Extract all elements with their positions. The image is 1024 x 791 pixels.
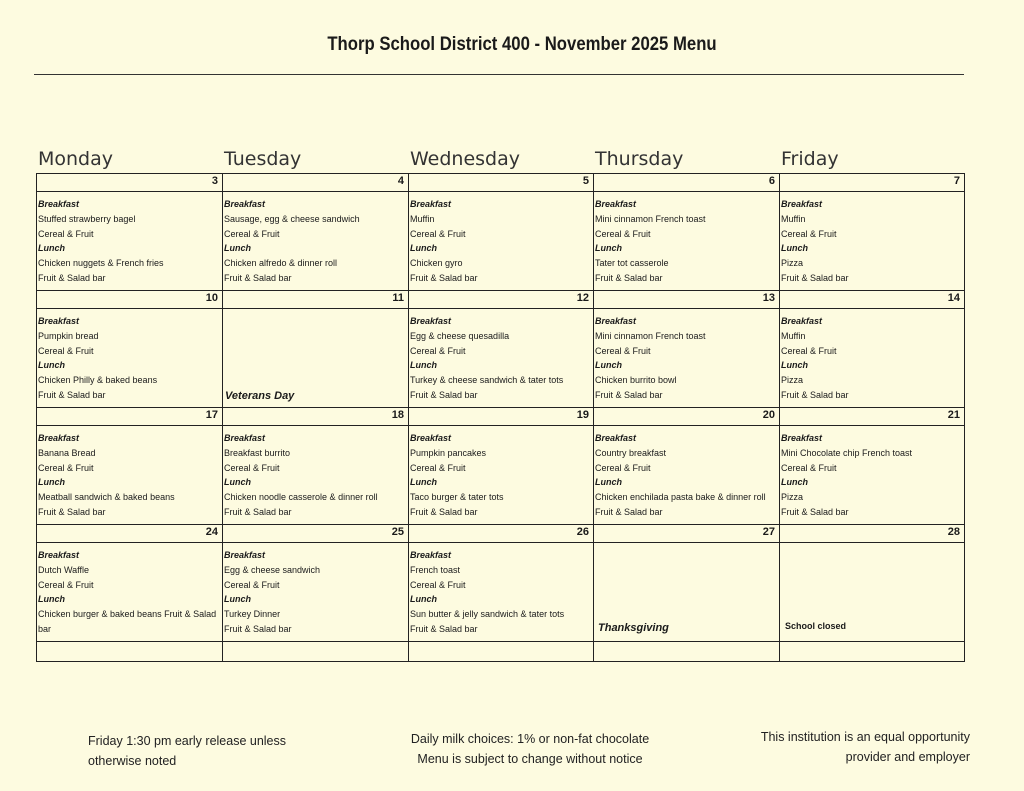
meal-label: Lunch: [781, 477, 808, 488]
menu-item: Mini cinnamon French toast: [595, 213, 706, 224]
menu-cell: [224, 197, 407, 286]
meal-label: Lunch: [595, 477, 622, 488]
menu-item: Mini cinnamon French toast: [595, 330, 706, 341]
meal-label: Breakfast: [38, 199, 80, 209]
menu-item: Sausage, egg & cheese sandwich: [224, 213, 360, 224]
menu-item: bar: [38, 623, 52, 634]
menu-item: Chicken Philly & baked beans: [38, 375, 158, 386]
menu-item: Meatball sandwich & baked beans: [38, 492, 175, 503]
menu-item: Cereal & Fruit: [38, 345, 94, 356]
day-header-friday: Friday: [781, 148, 839, 170]
menu-item: French toast: [410, 564, 461, 575]
column-line: [964, 173, 965, 661]
menu-item: Pumpkin pancakes: [410, 447, 487, 458]
menu-cell: [781, 431, 964, 520]
menu-item: Pizza: [781, 492, 804, 503]
page-title: Thorp School District 400 - November 2025 Menu: [327, 34, 717, 55]
menu-cell: [410, 314, 593, 403]
menu-item: Cereal & Fruit: [410, 228, 466, 239]
menu-item: Muffin: [781, 330, 806, 341]
footer-equal-opportunity: [722, 727, 970, 767]
menu-item: Cereal & Fruit: [595, 345, 651, 356]
meal-label: Lunch: [38, 360, 65, 371]
menu-item: Cereal & Fruit: [781, 228, 837, 239]
menu-cell: [595, 431, 778, 520]
menu-item: Mini Chocolate chip French toast: [781, 447, 913, 458]
menu-item: Fruit & Salad bar: [38, 506, 106, 517]
menu-item: Cereal & Fruit: [781, 345, 837, 356]
menu-item: Turkey & cheese sandwich & tater tots: [410, 375, 564, 386]
meal-label: Breakfast: [38, 316, 80, 326]
meal-label: Lunch: [38, 594, 65, 605]
menu-cell: [38, 197, 221, 286]
meal-label: Lunch: [224, 243, 251, 254]
menu-item: Chicken nuggets & French fries: [38, 258, 164, 269]
menu-item: Fruit & Salad bar: [410, 272, 478, 283]
date-number: 25: [391, 526, 404, 538]
menu-cell: [781, 314, 964, 403]
menu-item: Cereal & Fruit: [595, 228, 651, 239]
date-number: 10: [205, 292, 218, 304]
date-number: 20: [762, 409, 775, 421]
day-header-wednesday: Wednesday: [410, 148, 521, 170]
date-number: 12: [576, 292, 589, 304]
menu-cell: [410, 431, 593, 520]
grid-bottom-line: [36, 661, 965, 662]
menu-item: Fruit & Salad bar: [224, 506, 292, 517]
menu-item: Fruit & Salad bar: [595, 272, 663, 283]
meal-label: Breakfast: [595, 433, 637, 443]
menu-cell: [224, 431, 407, 520]
date-number: 6: [768, 175, 775, 187]
menu-item: Chicken alfredo & dinner roll: [224, 258, 338, 269]
date-number: 19: [576, 409, 589, 421]
menu-item: Country breakfast: [595, 447, 667, 458]
meal-label: Breakfast: [595, 199, 637, 209]
meal-label: Lunch: [410, 360, 437, 371]
menu-cell: [595, 197, 778, 286]
school-closed-note: School closed: [785, 621, 847, 631]
menu-item: Fruit & Salad bar: [781, 389, 849, 400]
meal-label: Lunch: [38, 243, 65, 254]
date-number: 13: [762, 292, 775, 304]
date-strip-line: [36, 542, 965, 543]
meal-label: Breakfast: [410, 199, 452, 209]
menu-item: Chicken burger & baked beans Fruit & Salad: [38, 609, 217, 620]
footer-right-line-2: provider and employer: [845, 750, 970, 764]
menu-item: Cereal & Fruit: [38, 228, 94, 239]
meal-label: Lunch: [410, 594, 437, 605]
week-top-line: [36, 524, 965, 525]
menu-item: Fruit & Salad bar: [410, 389, 478, 400]
column-line: [408, 173, 409, 661]
menu-item: Muffin: [781, 213, 806, 224]
meal-label: Breakfast: [781, 316, 823, 326]
meal-label: Breakfast: [410, 433, 452, 443]
week-top-line: [36, 290, 965, 291]
footer-center-line-1: Daily milk choices: 1% or non-fat chocolate: [410, 732, 650, 746]
meal-label: Breakfast: [410, 316, 452, 326]
day-header-thursday: Thursday: [595, 148, 684, 170]
menu-cell: [410, 197, 593, 286]
meal-label: Breakfast: [595, 316, 637, 326]
date-number: 14: [947, 292, 960, 304]
menu-item: Fruit & Salad bar: [410, 623, 478, 634]
meal-label: Lunch: [595, 360, 622, 371]
column-line: [36, 173, 37, 661]
menu-item: Egg & cheese quesadilla: [410, 330, 510, 341]
meal-label: Breakfast: [781, 199, 823, 209]
menu-item: Tater tot casserole: [595, 258, 669, 269]
footer-early-release: [88, 731, 286, 771]
meal-label: Lunch: [224, 594, 251, 605]
menu-item: Chicken gyro: [410, 258, 463, 269]
menu-item: Egg & cheese sandwich: [224, 564, 321, 575]
menu-item: Pizza: [781, 375, 804, 386]
menu-item: Chicken burrito bowl: [595, 375, 677, 386]
meal-label: Breakfast: [781, 433, 823, 443]
menu-item: Cereal & Fruit: [224, 579, 280, 590]
footer-left-line-1: Friday 1:30 pm early release unless: [88, 734, 287, 748]
footer-left-line-2: otherwise noted: [88, 754, 177, 768]
meal-label: Lunch: [410, 243, 437, 254]
menu-item: Pumpkin bread: [38, 330, 99, 341]
menu-item: Fruit & Salad bar: [224, 623, 292, 634]
thanksgiving-note: Thanksgiving: [598, 622, 669, 634]
date-strip-line: [36, 191, 965, 192]
title-divider: [34, 74, 964, 75]
date-number: 3: [211, 175, 218, 187]
menu-cell: [38, 548, 221, 637]
meal-label: Lunch: [595, 243, 622, 254]
menu-cell: [410, 548, 593, 637]
week-top-line: [36, 173, 965, 174]
menu-item: Fruit & Salad bar: [781, 506, 849, 517]
menu-item: Stuffed strawberry bagel: [38, 213, 136, 224]
menu-cell: [595, 314, 778, 403]
menu-item: Cereal & Fruit: [781, 462, 837, 473]
date-number: 27: [762, 526, 775, 538]
menu-item: Chicken enchilada pasta bake & dinner roll: [595, 492, 766, 503]
menu-item: Cereal & Fruit: [595, 462, 651, 473]
menu-item: Cereal & Fruit: [410, 345, 466, 356]
date-strip-line: [36, 308, 965, 309]
footer-milk-notice: [405, 729, 655, 769]
menu-item: Fruit & Salad bar: [224, 272, 292, 283]
column-line: [779, 173, 780, 661]
menu-item: Cereal & Fruit: [224, 228, 280, 239]
meal-label: Breakfast: [224, 433, 266, 443]
menu-item: Cereal & Fruit: [410, 462, 466, 473]
menu-cell: [781, 197, 964, 286]
menu-item: Cereal & Fruit: [38, 579, 94, 590]
menu-item: Fruit & Salad bar: [781, 272, 849, 283]
day-header-monday: Monday: [38, 148, 114, 170]
meal-label: Lunch: [224, 477, 251, 488]
day-header-tuesday: Tuesday: [224, 148, 302, 170]
date-number: 28: [947, 526, 960, 538]
footer-right-line-1: This institution is an equal opportunity: [760, 730, 970, 744]
meal-label: Breakfast: [38, 550, 80, 560]
week-top-line: [36, 407, 965, 408]
menu-cell: [38, 431, 221, 520]
date-number: 5: [582, 175, 589, 187]
date-number: 18: [391, 409, 404, 421]
menu-item: Taco burger & tater tots: [410, 492, 504, 503]
date-strip-line: [36, 425, 965, 426]
meal-label: Breakfast: [410, 550, 452, 560]
date-number: 17: [205, 409, 218, 421]
date-number: 21: [947, 409, 960, 421]
menu-cell: [38, 314, 221, 403]
meal-label: Lunch: [781, 360, 808, 371]
menu-item: Fruit & Salad bar: [38, 272, 106, 283]
menu-item: Fruit & Salad bar: [595, 506, 663, 517]
menu-item: Cereal & Fruit: [410, 579, 466, 590]
menu-item: Pizza: [781, 258, 804, 269]
menu-item: Turkey Dinner: [224, 609, 281, 620]
footer-center-line-2: Menu is subject to change without notice: [417, 752, 643, 766]
menu-item: Cereal & Fruit: [38, 462, 94, 473]
meal-label: Lunch: [410, 477, 437, 488]
menu-item: Muffin: [410, 213, 435, 224]
date-number: 11: [392, 292, 404, 304]
column-line: [222, 173, 223, 661]
menu-item: Chicken noodle casserole & dinner roll: [224, 492, 378, 503]
meal-label: Breakfast: [224, 199, 266, 209]
menu-item: Sun butter & jelly sandwich & tater tots: [410, 609, 565, 620]
menu-item: Dutch Waffle: [38, 564, 90, 575]
date-number: 4: [397, 175, 404, 187]
menu-cell: [224, 548, 407, 637]
menu-item: Fruit & Salad bar: [410, 506, 478, 517]
menu-item: Cereal & Fruit: [224, 462, 280, 473]
meal-label: Breakfast: [224, 550, 266, 560]
date-number: 24: [205, 526, 218, 538]
meal-label: Breakfast: [38, 433, 80, 443]
date-number: 7: [953, 175, 960, 187]
menu-item: Fruit & Salad bar: [595, 389, 663, 400]
meal-label: Lunch: [781, 243, 808, 254]
meal-label: Lunch: [38, 477, 65, 488]
menu-item: Breakfast burrito: [224, 447, 291, 458]
date-number: 26: [576, 526, 589, 538]
bottom-line: [36, 641, 965, 642]
menu-item: Fruit & Salad bar: [38, 389, 106, 400]
menu-item: Banana Bread: [38, 447, 96, 458]
veterans-day-note: Veterans Day: [225, 390, 295, 402]
column-line: [593, 173, 594, 661]
